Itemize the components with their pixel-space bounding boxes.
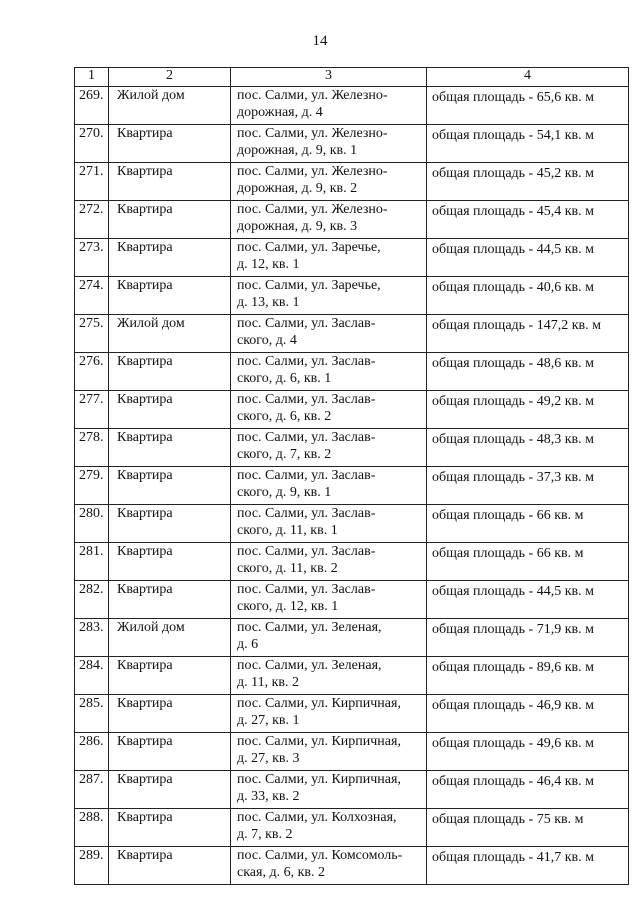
property-type: Квартира	[109, 125, 231, 163]
table-row	[75, 695, 629, 733]
address-line-1: пос. Салми, ул. Железно-	[237, 126, 388, 141]
table-row	[75, 505, 629, 543]
property-address	[231, 733, 427, 771]
property-area: общая площадь - 48,6 кв. м	[427, 353, 629, 391]
property-area: общая площадь - 41,7 кв. м	[427, 847, 629, 885]
table-row	[75, 581, 629, 619]
row-number: 270.	[75, 125, 109, 163]
property-area: общая площадь - 44,5 кв. м	[427, 239, 629, 277]
address-line-1: пос. Салми, ул. Заречье,	[237, 240, 381, 255]
row-number: 287.	[75, 771, 109, 809]
property-type: Квартира	[109, 847, 231, 885]
table-row	[75, 809, 629, 847]
property-type: Квартира	[109, 771, 231, 809]
property-address	[231, 581, 427, 619]
table-row	[75, 771, 629, 809]
property-type: Квартира	[109, 467, 231, 505]
property-area: общая площадь - 49,6 кв. м	[427, 733, 629, 771]
property-address	[231, 619, 427, 657]
address-line-2: д. 27, кв. 1	[237, 712, 300, 728]
property-type: Квартира	[109, 239, 231, 277]
column-header: 1	[75, 68, 109, 87]
property-address	[231, 809, 427, 847]
property-address	[231, 543, 427, 581]
property-type: Жилой дом	[109, 87, 231, 125]
property-area: общая площадь - 46,9 кв. м	[427, 695, 629, 733]
property-type: Жилой дом	[109, 619, 231, 657]
address-line-1: пос. Салми, ул. Заслав-	[237, 354, 376, 369]
address-line-2: ская, д. 6, кв. 2	[237, 864, 325, 880]
address-line-1: пос. Салми, ул. Кирпичная,	[237, 696, 401, 711]
address-line-2: ского, д. 9, кв. 1	[237, 484, 332, 500]
address-line-2: ского, д. 6, кв. 1	[237, 370, 332, 386]
property-area: общая площадь - 89,6 кв. м	[427, 657, 629, 695]
address-line-1: пос. Салми, ул. Комсомоль-	[237, 848, 403, 863]
row-number: 275.	[75, 315, 109, 353]
property-type: Квартира	[109, 505, 231, 543]
address-line-2: дорожная, д. 9, кв. 2	[237, 180, 358, 196]
property-area: общая площадь - 45,2 кв. м	[427, 163, 629, 201]
address-line-1: пос. Салми, ул. Железно-	[237, 164, 388, 179]
address-line-2: ского, д. 4	[237, 332, 297, 348]
row-number: 286.	[75, 733, 109, 771]
column-header: 3	[231, 68, 427, 87]
property-address	[231, 467, 427, 505]
row-number: 272.	[75, 201, 109, 239]
address-line-2: ского, д. 7, кв. 2	[237, 446, 332, 462]
property-type: Квартира	[109, 201, 231, 239]
address-line-1: пос. Салми, ул. Заречье,	[237, 278, 381, 293]
table-row	[75, 543, 629, 581]
property-area: общая площадь - 71,9 кв. м	[427, 619, 629, 657]
address-line-1: пос. Салми, ул. Заслав-	[237, 392, 376, 407]
row-number: 285.	[75, 695, 109, 733]
address-line-2: дорожная, д. 4	[237, 104, 323, 120]
row-number: 281.	[75, 543, 109, 581]
property-area: общая площадь - 65,6 кв. м	[427, 87, 629, 125]
property-area: общая площадь - 49,2 кв. м	[427, 391, 629, 429]
table-body	[75, 87, 629, 885]
property-area: общая площадь - 66 кв. м	[427, 543, 629, 581]
address-line-1: пос. Салми, ул. Железно-	[237, 88, 388, 103]
address-line-1: пос. Салми, ул. Кирпичная,	[237, 734, 401, 749]
table-row	[75, 125, 629, 163]
table-row	[75, 163, 629, 201]
table-row	[75, 201, 629, 239]
property-address	[231, 315, 427, 353]
property-address	[231, 87, 427, 125]
property-type: Квартира	[109, 543, 231, 581]
row-number: 269.	[75, 87, 109, 125]
table-row	[75, 733, 629, 771]
property-type: Квартира	[109, 809, 231, 847]
address-line-1: пос. Салми, ул. Заслав-	[237, 430, 376, 445]
table-row	[75, 239, 629, 277]
address-line-2: ского, д. 11, кв. 2	[237, 560, 338, 576]
address-line-1: пос. Салми, ул. Заслав-	[237, 316, 376, 331]
address-line-2: ского, д. 11, кв. 1	[237, 522, 338, 538]
address-line-2: дорожная, д. 9, кв. 1	[237, 142, 358, 158]
table-row	[75, 87, 629, 125]
property-type: Квартира	[109, 733, 231, 771]
property-type: Квартира	[109, 163, 231, 201]
property-type: Жилой дом	[109, 315, 231, 353]
address-line-2: д. 11, кв. 2	[237, 674, 300, 690]
property-address	[231, 277, 427, 315]
property-area: общая площадь - 48,3 кв. м	[427, 429, 629, 467]
address-line-1: пос. Салми, ул. Зеленая,	[237, 658, 382, 673]
row-number: 278.	[75, 429, 109, 467]
property-type: Квартира	[109, 429, 231, 467]
property-type: Квартира	[109, 695, 231, 733]
row-number: 280.	[75, 505, 109, 543]
address-line-1: пос. Салми, ул. Заслав-	[237, 468, 376, 483]
property-address	[231, 429, 427, 467]
property-type: Квартира	[109, 657, 231, 695]
address-line-1: пос. Салми, ул. Зеленая,	[237, 620, 382, 635]
property-area: общая площадь - 147,2 кв. м	[427, 315, 629, 353]
table-row	[75, 353, 629, 391]
address-line-2: ского, д. 12, кв. 1	[237, 598, 339, 614]
property-area: общая площадь - 75 кв. м	[427, 809, 629, 847]
row-number: 283.	[75, 619, 109, 657]
table-row	[75, 391, 629, 429]
property-area: общая площадь - 66 кв. м	[427, 505, 629, 543]
address-line-1: пос. Салми, ул. Колхозная,	[237, 810, 397, 825]
address-line-1: пос. Салми, ул. Кирпичная,	[237, 772, 401, 787]
row-number: 276.	[75, 353, 109, 391]
table-row	[75, 619, 629, 657]
property-address	[231, 125, 427, 163]
property-area: общая площадь - 44,5 кв. м	[427, 581, 629, 619]
address-line-2: д. 13, кв. 1	[237, 294, 300, 310]
property-address	[231, 771, 427, 809]
table-row	[75, 277, 629, 315]
address-line-2: д. 12, кв. 1	[237, 256, 300, 272]
row-number: 271.	[75, 163, 109, 201]
page-number: 14	[312, 33, 328, 49]
property-area: общая площадь - 45,4 кв. м	[427, 201, 629, 239]
property-address	[231, 657, 427, 695]
row-number: 274.	[75, 277, 109, 315]
address-line-1: пос. Салми, ул. Заслав-	[237, 582, 376, 597]
address-line-2: ского, д. 6, кв. 2	[237, 408, 332, 424]
address-line-1: пос. Салми, ул. Заслав-	[237, 506, 376, 521]
address-line-2: дорожная, д. 9, кв. 3	[237, 218, 358, 234]
property-address	[231, 847, 427, 885]
property-area: общая площадь - 40,6 кв. м	[427, 277, 629, 315]
row-number: 282.	[75, 581, 109, 619]
property-type: Квартира	[109, 391, 231, 429]
column-header: 4	[427, 68, 629, 87]
property-address	[231, 695, 427, 733]
property-area: общая площадь - 46,4 кв. м	[427, 771, 629, 809]
property-table	[74, 67, 629, 885]
property-type: Квартира	[109, 353, 231, 391]
table-row	[75, 429, 629, 467]
address-line-2: д. 6	[237, 636, 259, 652]
address-line-1: пос. Салми, ул. Заслав-	[237, 544, 376, 559]
address-line-2: д. 33, кв. 2	[237, 788, 300, 804]
row-number: 288.	[75, 809, 109, 847]
property-area: общая площадь - 37,3 кв. м	[427, 467, 629, 505]
table-header-row	[75, 68, 629, 87]
address-line-2: д. 27, кв. 3	[237, 750, 300, 766]
table-row	[75, 657, 629, 695]
row-number: 277.	[75, 391, 109, 429]
row-number: 279.	[75, 467, 109, 505]
property-address	[231, 201, 427, 239]
table-row	[75, 847, 629, 885]
property-address	[231, 163, 427, 201]
property-area: общая площадь - 54,1 кв. м	[427, 125, 629, 163]
table-row	[75, 467, 629, 505]
table-row	[75, 315, 629, 353]
property-type: Квартира	[109, 581, 231, 619]
row-number: 273.	[75, 239, 109, 277]
row-number: 289.	[75, 847, 109, 885]
property-address	[231, 239, 427, 277]
property-address	[231, 353, 427, 391]
address-line-2: д. 7, кв. 2	[237, 826, 293, 842]
address-line-1: пос. Салми, ул. Железно-	[237, 202, 388, 217]
property-address	[231, 505, 427, 543]
property-type: Квартира	[109, 277, 231, 315]
column-header: 2	[109, 68, 231, 87]
property-address	[231, 391, 427, 429]
row-number: 284.	[75, 657, 109, 695]
